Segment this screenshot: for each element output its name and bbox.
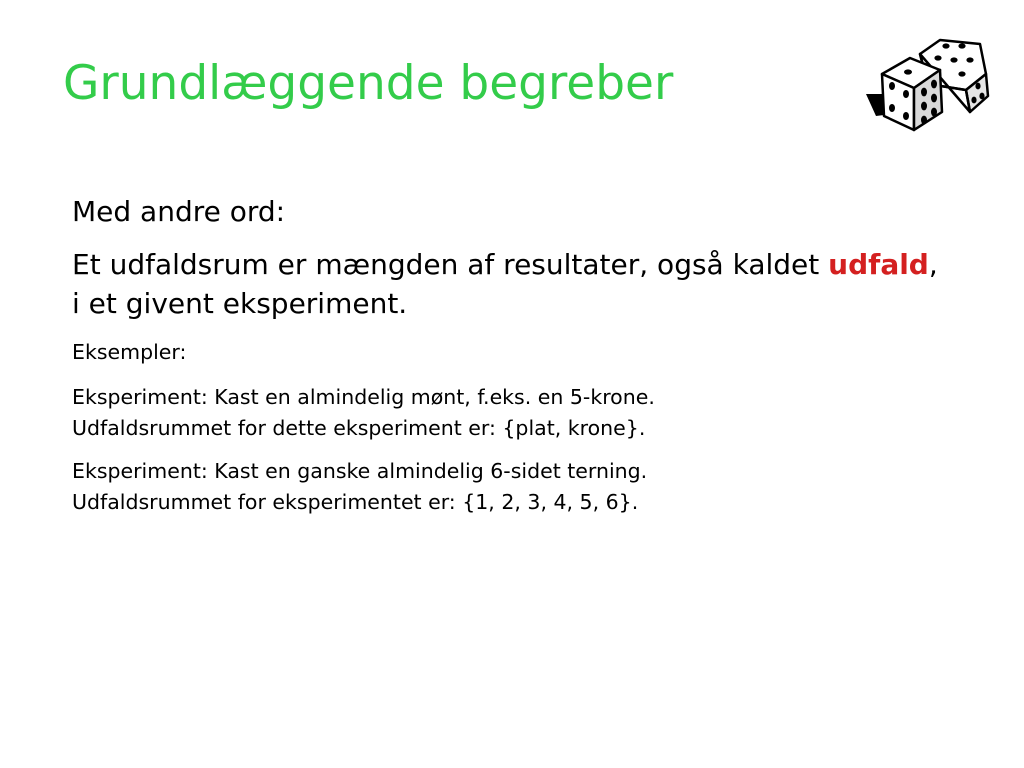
definition-highlight: udfald [828, 248, 929, 281]
example-coin-line1: Eksperiment: Kast en almindelig mønt, f.eks. en 5-krone. [72, 385, 655, 409]
slide-title: Grundlæggende begreber [63, 56, 674, 111]
definition-text [72, 245, 952, 323]
example-coin [72, 382, 952, 444]
examples-heading: Eksempler: [72, 340, 187, 364]
intro-text: Med andre ord: [72, 195, 286, 228]
example-coin-line2: Udfaldsrummet for dette eksperiment er: {plat, krone}. [72, 416, 646, 440]
example-die-line2: Udfaldsrummet for eksperimentet er: {1, 2, 3, 4, 5, 6}. [72, 490, 639, 514]
example-die [72, 456, 952, 518]
example-die-line1: Eksperiment: Kast en ganske almindelig 6-sidet terning. [72, 459, 648, 483]
slide-body [72, 192, 952, 530]
definition-after: , i et givent eksperiment. [72, 248, 938, 320]
dice-icon [862, 34, 992, 134]
definition-before: Et udfaldsrum er mængden af resultater, også kaldet [72, 248, 829, 281]
